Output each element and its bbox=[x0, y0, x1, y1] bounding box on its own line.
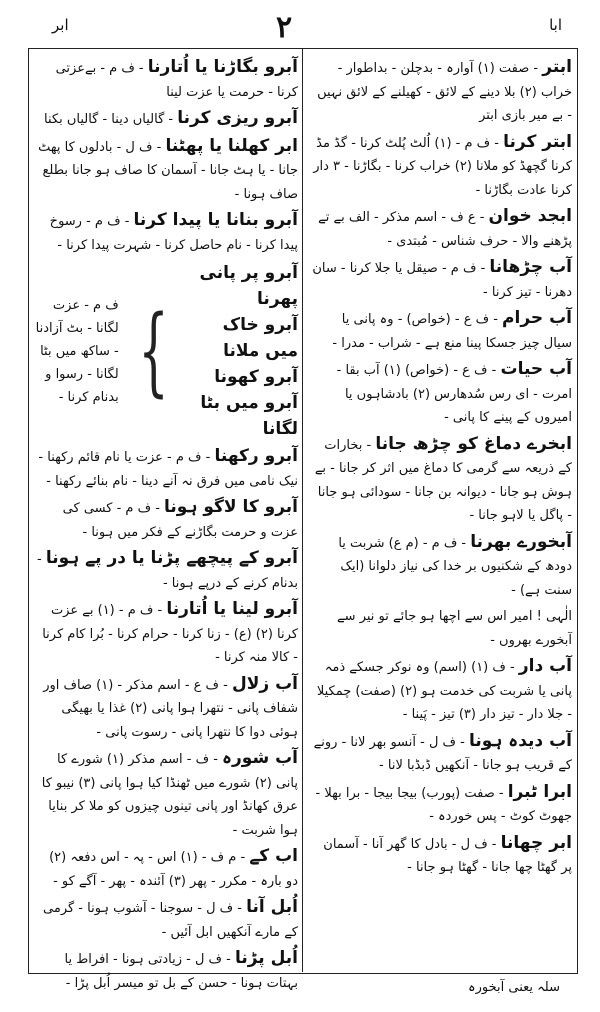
left-column bbox=[34, 56, 298, 991]
entry-definition: - ف ع - (خواص) (۱) آب بقا - امرت - ای رس سُدھارس (۲) بادشاہوں یا امیروں کے پینے کا پانی - bbox=[336, 363, 572, 425]
entry-definition: - ف م - (۱) بے عزت کرنا (۲) (ع) - زنا کرنا - حرام کرنا - بُرا کام کرنا - کالا منہ کرنا - bbox=[42, 603, 298, 665]
entry-headword: ابخرے دماغ کو چڑھ جانا bbox=[375, 433, 572, 454]
entry-definition: - ف م - عزت یا نام قائم رکھنا - نیک نامی میں فرق نہ آنے دینا - نام بنائے رکھنا - bbox=[38, 450, 298, 489]
entry-headword: آبرو بگاڑنا یا اُتارنا bbox=[147, 57, 298, 77]
entry-headword: آبرو کا لاگو ہونا bbox=[164, 497, 298, 517]
header-catchword-left: ابر bbox=[52, 16, 69, 34]
brace-headword: آبرو پر پانی پھرنا bbox=[199, 263, 298, 309]
entry-definition: - م ف - (۱) اس - پہ - اس دفعہ (۲) دو بارہ - مکرر - پھر (۳) آئندہ - پھر - آگے کو - bbox=[49, 850, 298, 889]
entry-headword: ابرا ٹبرا bbox=[507, 781, 572, 802]
footnote: سلہ یعنی آبخورہ bbox=[468, 980, 560, 995]
dictionary-entry bbox=[310, 358, 572, 430]
entry-headword: اُبل آنا bbox=[246, 897, 298, 917]
entry-definition: - صفت (۱) آوارہ - بدچلن - بداطوار - خراب (۲) بلا دینے کے لائق - کھیلنے کے لائق نہیں - بے میر بازی ابتر bbox=[317, 61, 572, 123]
right-column bbox=[310, 56, 572, 966]
entry-headword: آب دیدہ ہونا bbox=[468, 730, 572, 751]
dictionary-entry bbox=[310, 655, 572, 727]
dictionary-entry bbox=[34, 547, 298, 595]
entry-definition: - بخارات کے ذریعہ سے گرمی کا دماغ میں اثر کر جانا - بے ہوش ہو جانا - دیوانہ بن جانا - سودائی ہو جانا - پاگل یا لاہو جانا - bbox=[314, 437, 572, 523]
entry-definition: الٰہی ! امیر اس سے اچھا ہو جائے تو نیر سے آبخورے بھروں - bbox=[337, 609, 572, 648]
entry-headword: ابر کھلنا یا پھٹنا bbox=[165, 135, 298, 156]
entry-definition: - صفت (پورب) بیجا بیجا - برا بھلا - جھوٹ کوٹ - پس خوردہ - bbox=[315, 785, 572, 824]
entry-headword: آبخورے بھرنا bbox=[470, 531, 572, 552]
dictionary-entry bbox=[310, 781, 572, 829]
entry-headword: اب کے bbox=[249, 846, 298, 866]
dictionary-entry bbox=[310, 730, 572, 778]
entry-headword: ابتر bbox=[542, 57, 572, 77]
dictionary-entry bbox=[34, 496, 298, 544]
dictionary-entry bbox=[310, 531, 572, 603]
brace-headword: آبرو کھونا bbox=[214, 367, 298, 387]
dictionary-entry bbox=[34, 896, 298, 944]
entry-definition: - ف (۱) (اسم) وہ نوکر جسکے ذمہ پانی یا شربت کی خدمت ہو (۲) (صفت) چمکیلا - جلا دار - تیز دار (۳) تیز - پَینا - bbox=[316, 660, 572, 722]
entry-headword: آبرو ریزی کرنا bbox=[177, 108, 298, 128]
entry-headword: اُبل پڑنا bbox=[234, 948, 298, 968]
dictionary-entry bbox=[310, 56, 572, 128]
entry-headword: آبرو بنانا یا پیدا کرنا bbox=[133, 210, 298, 230]
dictionary-entry bbox=[310, 433, 572, 528]
entry-definition: - ع ف - اسم مذکر - الف بے تے پڑھنے والا - حرف شناس - مُبتدی - bbox=[318, 210, 572, 249]
entry-headword: آبرو لینا یا اُتارنا bbox=[166, 599, 298, 619]
entry-definition: - ف ل - زیادتی ہونا - افراط یا بہتات ہونا - حسن کے بل تو میسر اُبل پڑا - bbox=[64, 952, 298, 991]
entry-headword: ابر چھانا bbox=[500, 832, 572, 853]
page-header bbox=[0, 10, 600, 50]
entry-definition: - ف ع - (خواص) - وہ پانی یا سیال چیز جسکا پینا منع ہے - شراب - مدرا - bbox=[332, 312, 572, 351]
entry-definition: - ف ل - آنسو بھر لانا - رونے کے قریب ہو جانا - آنکھیں ڈبڈبا لانا - bbox=[313, 734, 572, 773]
dictionary-entry bbox=[310, 131, 572, 203]
entry-definition: - ف ل - سوجنا - آشوب ہونا - گرمی کے مارے آنکھیں ابل آئیں - bbox=[43, 901, 298, 940]
entry-headword: ابتر کرنا bbox=[503, 131, 572, 152]
entry-headword: آبرو کے پیچھے پڑنا یا در پے ہونا bbox=[45, 548, 298, 568]
entry-headword: آبرو رکھنا bbox=[214, 446, 298, 466]
entry-definition: - ف م - بےعزتی کرنا - حرمت یا عزت لینا bbox=[55, 61, 298, 100]
brace-gloss: ف م - عزت لگانا - بٹ آزادنا - ساکھ میں بٹا لگانا - رسوا و بدنام کرنا - bbox=[35, 297, 119, 405]
brace-headword: آبرو خاک میں ملانا bbox=[222, 315, 298, 361]
column-divider bbox=[302, 48, 303, 972]
entry-headword: آب دار bbox=[518, 656, 572, 676]
dictionary-entry bbox=[310, 605, 572, 652]
dictionary-entry bbox=[34, 947, 298, 995]
dictionary-entry bbox=[34, 445, 298, 493]
entry-definition: - ف م - رسوخ پیدا کرنا - نام حاصل کرنا - شہرت پیدا کرنا - bbox=[49, 214, 298, 253]
dictionary-entry bbox=[310, 205, 572, 253]
entry-headword: آب شورہ bbox=[222, 748, 298, 768]
entry-definition: - بدنام کرنے کے درپے ہونا - bbox=[37, 552, 298, 591]
dictionary-entry bbox=[34, 747, 298, 842]
entry-headword: آب حرام bbox=[502, 308, 572, 328]
entry-headword: آب چڑھانا bbox=[489, 257, 572, 277]
page-number: ۲ bbox=[276, 10, 293, 45]
entry-headword: آب حیات bbox=[500, 359, 572, 379]
entry-headword: ابجد خوان bbox=[488, 206, 572, 226]
dictionary-entry bbox=[310, 832, 572, 880]
entry-definition: - ف م - (۱) اُلٹ پُلٹ کرنا - گڈ مڈ کرنا گچھڈ کو ملانا (۲) خراب کرنا - بگاڑنا - ۳ دار کرنا عادت بگاڑنا - bbox=[313, 135, 572, 198]
brace-group bbox=[34, 260, 298, 442]
curly-brace-icon: } bbox=[137, 295, 169, 407]
entry-definition: - ف ل - بادل کا گھر آنا - آسمان پر گھٹا چھا جانا - گھٹا ہو جانا - bbox=[323, 836, 572, 875]
dictionary-entry bbox=[34, 598, 298, 670]
brace-headword: آبرو میں بٹا لگانا bbox=[200, 393, 298, 439]
entry-definition: - ف ع - اسم مذکر - (۱) صاف اور شفاف پانی - نتھرا ہوا پانی (۲) غذا یا بھیگی ہوئی دوا کا نتھرا پانی - رسوت پانی - bbox=[43, 677, 298, 740]
brace-headwords bbox=[188, 260, 298, 442]
entry-definition: - ف ل - بادلوں کا پھٹ جانا - یا ہٹ جانا - آسمان کا صاف ہو جانا بطلع صاف ہونا - bbox=[38, 139, 298, 202]
header-catchword-right: ابا bbox=[549, 16, 562, 34]
dictionary-entry bbox=[34, 673, 298, 745]
dictionary-entry bbox=[34, 107, 298, 132]
dictionary-entry bbox=[310, 307, 572, 355]
dictionary-entry bbox=[34, 845, 298, 893]
entry-headword: آب زلال bbox=[231, 673, 298, 694]
dictionary-entry bbox=[34, 135, 298, 207]
dictionary-entry bbox=[310, 256, 572, 304]
entry-definition: - ف م - (م ع) شربت یا دودھ کے شکنیوں بر خدا کی نیاز دلوانا (ایک سنت ہے) - bbox=[338, 535, 572, 598]
dictionary-entry bbox=[34, 56, 298, 104]
dictionary-entry bbox=[34, 209, 298, 257]
entry-definition: - ف م - کسی کی عزت و حرمت بگاڑنے کے فکر میں ہونا - bbox=[62, 501, 298, 540]
entry-definition: - گالیاں دینا - گالیاں بکنا bbox=[44, 112, 174, 127]
entry-definition: - ف م - صیقل یا جلا کرنا - سان دھرنا - تیز کرنا - bbox=[312, 261, 572, 300]
entry-definition: - ف - اسم مذکر (۱) شورے کا پانی (۲) شورے میں ٹھنڈا کیا ہوا پانی (۳) نیبو کا عرق کھانڈ اور پانی تینوں چیزوں کو ملا کر بنایا ہوا شربت - bbox=[41, 752, 298, 838]
